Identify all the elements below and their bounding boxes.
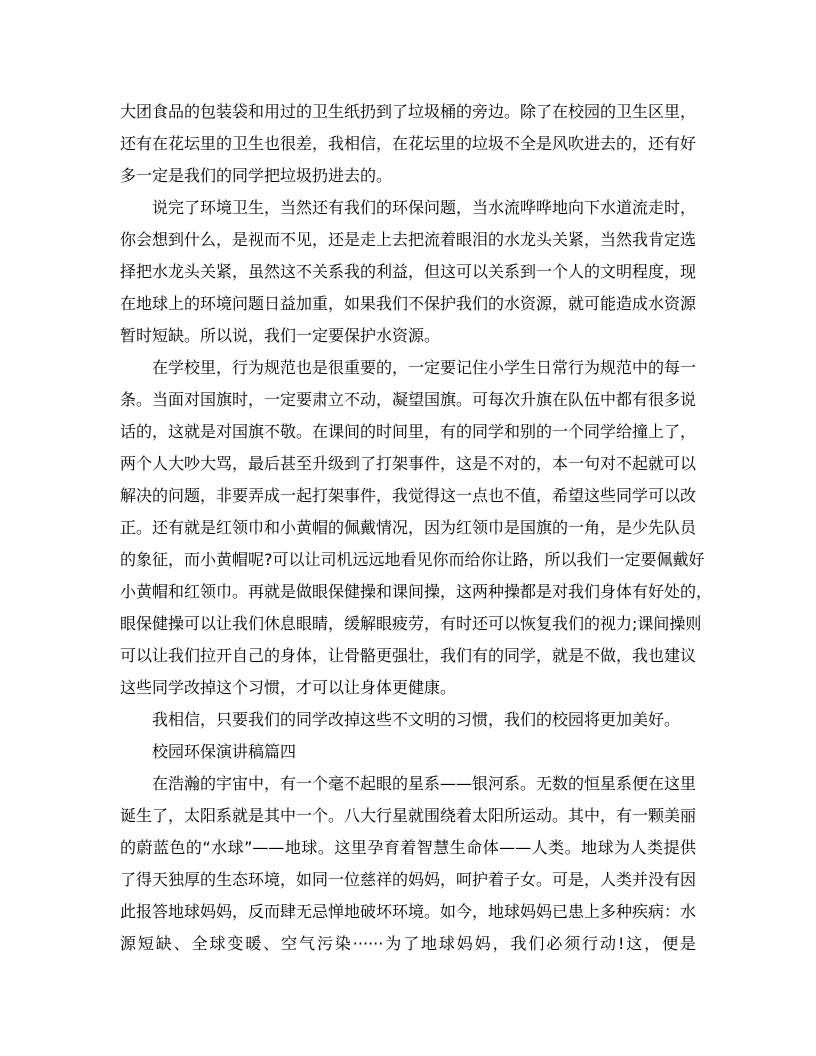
paragraph-5-line-1: 在浩瀚的宇宙中，有一个毫不起眼的星系——银河系。无数的恒星系便在这里	[152, 774, 697, 793]
paragraph-5-line-3: 的蔚蓝色的“水球”——地球。这里孕育着智慧生命体——人类。地球为人类提供	[120, 838, 696, 857]
paragraph-2-line-2: 你会想到什么，是视而不见，还是走上去把流着眼泪的水龙头关紧，当然我肯定选	[120, 230, 697, 249]
paragraph-4-line-1: 我相信，只要我们的同学改掉这些不文明的习惯，我们的校园将更加美好。	[152, 710, 681, 729]
paragraph-3-line-11: 这些同学改掉这个习惯，才可以让身体更健康。	[120, 678, 457, 697]
paragraph-5-line-4: 了得天独厚的生态环境，如同一位慈祥的妈妈，呵护着子女。可是，人类并没有因	[120, 870, 697, 889]
paragraph-3-line-9: 眼保健操可以让我们休息眼睛，缓解眼疲劳，有时还可以恢复我们的视力;课间操则	[120, 614, 702, 633]
paragraph-2-line-1: 说完了环境卫生，当然还有我们的环保问题，当水流哗哗地向下水道流走时，	[152, 198, 697, 217]
paragraph-3-line-3: 话的，这就是对国旗不敬。在课间的时间里，有的同学和别的一个同学给撞上了，	[120, 422, 697, 441]
paragraph-3-line-2: 条。当面对国旗时，一定要肃立不动，凝望国旗。可每次升旗在队伍中都有很多说	[120, 390, 697, 409]
paragraph-3-line-7: 的象征，而小黄帽呢?可以让司机远远地看见你而给你让路，所以我们一定要佩戴好	[120, 550, 705, 569]
paragraph-5-line-5: 此报答地球妈妈，反而肆无忌惮地破坏环境。如今，地球妈妈已患上多种疾病：水	[120, 902, 697, 921]
paragraph-2-line-3: 择把水龙头关紧，虽然这不关系我的利益，但这可以关系到一个人的文明程度，现	[120, 262, 697, 281]
paragraph-1-line-1: 大团食品的包装袋和用过的卫生纸扔到了垃圾桶的旁边。除了在校园的卫生区里，	[120, 102, 697, 121]
section-heading: 校园环保演讲稿篇四	[152, 742, 297, 761]
paragraph-3-line-8: 小黄帽和红领巾。再就是做眼保健操和课间操，这两种操都是对我们身体有好处的，	[120, 582, 713, 601]
paragraph-3-line-10: 可以让我们拉开自己的身体，让骨骼更强壮，我们有的同学，就是不做，我也建议	[120, 646, 697, 665]
paragraph-3-line-4: 两个人大吵大骂，最后甚至升级到了打架事件，这是不对的，本一句对不起就可以	[120, 454, 697, 473]
paragraph-5-line-6: 源短缺、全球变暖、空气污染······为了地球妈妈，我们必须行动!这，便是	[120, 934, 696, 953]
paragraph-1-line-2: 还有在花坛里的卫生也很差，我相信，在花坛里的垃圾不全是风吹进去的，还有好	[120, 134, 697, 153]
paragraph-1-line-3: 多一定是我们的同学把垃圾扔进去的。	[120, 166, 393, 185]
paragraph-3-line-6: 正。还有就是红领巾和小黄帽的佩戴情况，因为红领巾是国旗的一角，是少先队员	[120, 518, 697, 537]
paragraph-2-line-5: 暂时短缺。所以说，我们一定要保护水资源。	[120, 326, 441, 345]
paragraph-3-line-1: 在学校里，行为规范也是很重要的，一定要记住小学生日常行为规范中的每一	[152, 358, 697, 377]
paragraph-5-line-2: 诞生了，太阳系就是其中一个。八大行星就围绕着太阳所运动。其中，有一颗美丽	[120, 806, 697, 825]
paragraph-2-line-4: 在地球上的环境问题日益加重，如果我们不保护我们的水资源，就可能造成水资源	[120, 294, 697, 313]
paragraph-3-line-5: 解决的问题，非要弄成一起打架事件，我觉得这一点也不值，希望这些同学可以改	[120, 486, 697, 505]
